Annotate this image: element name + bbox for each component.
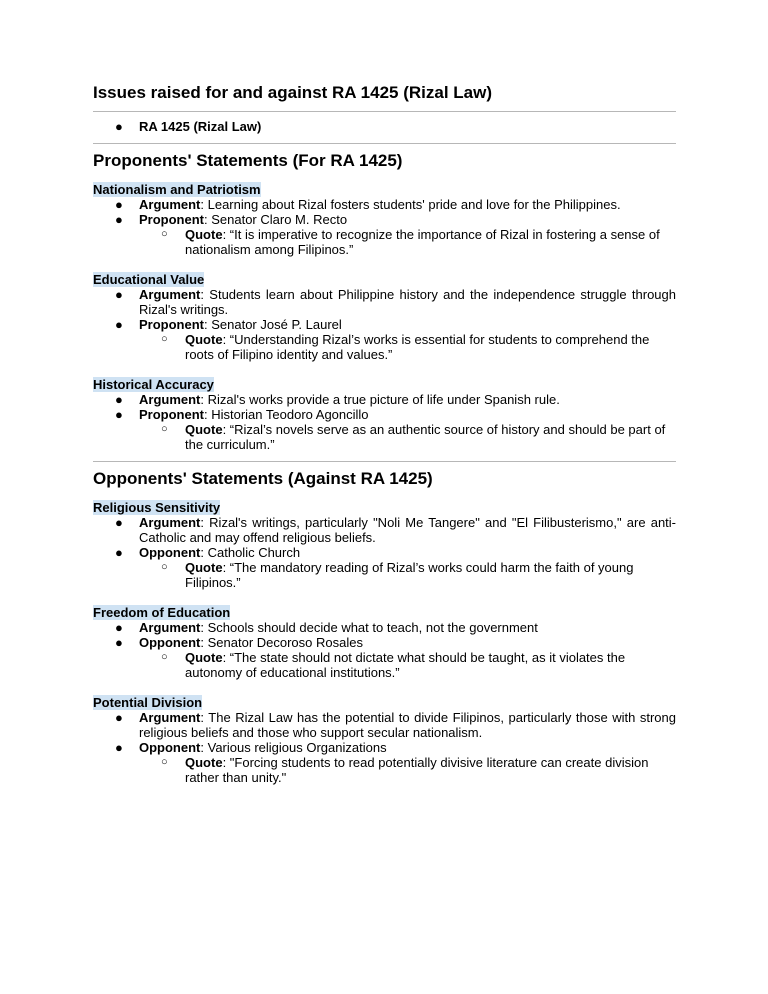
person-item [93, 317, 676, 362]
document-title: Issues raised for and against RA 1425 (Rizal Law) [93, 83, 493, 102]
bullet-icon: ● [115, 212, 123, 227]
bullet-icon: ● [115, 635, 123, 650]
person-text: : Senator Decoroso Rosales [200, 635, 363, 650]
argument-label: Argument [139, 392, 201, 407]
argument-group [93, 605, 676, 680]
divider [93, 461, 676, 462]
argument-text: : Schools should decide what to teach, not the government [200, 620, 538, 635]
argument-text: : Students learn about Philippine history and the independence struggle through Rizal's writings. [139, 287, 676, 317]
quote-text: : “Rizal’s novels serve as an authentic source of history and should be part of the curriculum.” [185, 422, 666, 452]
argument-item [93, 287, 676, 317]
quote-label: Quote [185, 755, 223, 770]
argument-label: Argument [139, 710, 201, 725]
argument-text: : Learning about Rizal fosters students' pride and love for the Philippines. [200, 197, 621, 212]
argument-label: Argument [139, 620, 201, 635]
bullet-icon: ● [115, 119, 123, 134]
person-text: : Various religious Organizations [200, 740, 387, 755]
quote-label: Quote [185, 332, 223, 347]
argument-text: : Rizal's works provide a true picture of life under Spanish rule. [200, 392, 560, 407]
person-text: : Senator José P. Laurel [204, 317, 342, 332]
argument-item [93, 392, 676, 407]
quote-item [139, 422, 676, 452]
quote-label: Quote [185, 650, 223, 665]
group-subheading: Religious Sensitivity [93, 500, 221, 515]
argument-group [93, 182, 676, 257]
document-page [93, 82, 676, 800]
quote-item [139, 755, 676, 785]
circle-bullet-icon: ○ [161, 561, 168, 573]
bullet-icon: ● [115, 710, 123, 725]
person-label: Proponent [139, 317, 204, 332]
argument-text: : Rizal's writings, particularly "Noli Me Tangere" and "El Filibusterismo," are anti-Catholic and may offend religious beliefs. [139, 515, 676, 545]
bullet-icon: ● [115, 317, 123, 332]
person-label: Opponent [139, 545, 201, 560]
argument-group [93, 272, 676, 362]
person-text: : Senator Claro M. Recto [204, 212, 348, 227]
group-subheading: Nationalism and Patriotism [93, 182, 261, 197]
quote-text: : "Forcing students to read potentially divisive literature can create division rather than unity." [185, 755, 649, 785]
quote-text: : “The mandatory reading of Rizal’s works could harm the faith of young Filipinos.” [185, 560, 634, 590]
bullet-icon: ● [115, 740, 123, 755]
quote-text: : “The state should not dictate what should be taught, as it violates the autonomy of educational institutions.” [185, 650, 626, 680]
argument-label: Argument [139, 515, 201, 530]
argument-item [93, 197, 676, 212]
argument-item [93, 710, 676, 740]
bullet-icon: ● [115, 545, 123, 560]
opponents-section [93, 500, 676, 785]
proponents-section [93, 182, 676, 452]
person-item [93, 545, 676, 590]
circle-bullet-icon: ○ [161, 333, 168, 345]
top-bullet [93, 118, 676, 135]
argument-label: Argument [139, 197, 201, 212]
bullet-icon: ● [115, 407, 123, 422]
quote-item [139, 227, 676, 257]
argument-item [93, 515, 676, 545]
circle-bullet-icon: ○ [161, 756, 168, 768]
group-subheading: Potential Division [93, 695, 203, 710]
argument-group [93, 377, 676, 452]
quote-text: : “Understanding Rizal’s works is essential for students to comprehend the roots of Filipino identity and values.” [185, 332, 650, 362]
person-label: Opponent [139, 635, 201, 650]
group-subheading: Educational Value [93, 272, 205, 287]
group-subheading: Freedom of Education [93, 605, 231, 620]
bullet-icon: ● [115, 392, 123, 407]
argument-group [93, 695, 676, 785]
opponents-heading: Opponents' Statements (Against RA 1425) [93, 469, 433, 488]
person-label: Opponent [139, 740, 201, 755]
person-label: Proponent [139, 407, 204, 422]
person-text: : Historian Teodoro Agoncillo [204, 407, 369, 422]
bullet-icon: ● [115, 197, 123, 212]
top-bullet-text: RA 1425 (Rizal Law) [139, 119, 262, 134]
bullet-icon: ● [115, 515, 123, 530]
person-item [93, 212, 676, 257]
divider [93, 143, 676, 144]
person-text: : Catholic Church [200, 545, 301, 560]
quote-item [139, 650, 676, 680]
argument-text: : The Rizal Law has the potential to divide Filipinos, particularly those with strong religious beliefs and those who support secular nationalism. [139, 710, 676, 740]
person-item [93, 407, 676, 452]
quote-text: : “It is imperative to recognize the importance of Rizal in fostering a sense of nationalism among Filipinos.” [185, 227, 660, 257]
argument-label: Argument [139, 287, 201, 302]
bullet-icon: ● [115, 287, 123, 302]
person-label: Proponent [139, 212, 204, 227]
proponents-heading: Proponents' Statements (For RA 1425) [93, 151, 403, 170]
person-item [93, 635, 676, 680]
bullet-icon: ● [115, 620, 123, 635]
divider [93, 111, 676, 112]
quote-label: Quote [185, 422, 223, 437]
quote-item [139, 332, 676, 362]
quote-label: Quote [185, 227, 223, 242]
circle-bullet-icon: ○ [161, 228, 168, 240]
group-subheading: Historical Accuracy [93, 377, 214, 392]
argument-item [93, 620, 676, 635]
quote-label: Quote [185, 560, 223, 575]
person-item [93, 740, 676, 785]
circle-bullet-icon: ○ [161, 651, 168, 663]
circle-bullet-icon: ○ [161, 423, 168, 435]
argument-group [93, 500, 676, 590]
quote-item [139, 560, 676, 590]
